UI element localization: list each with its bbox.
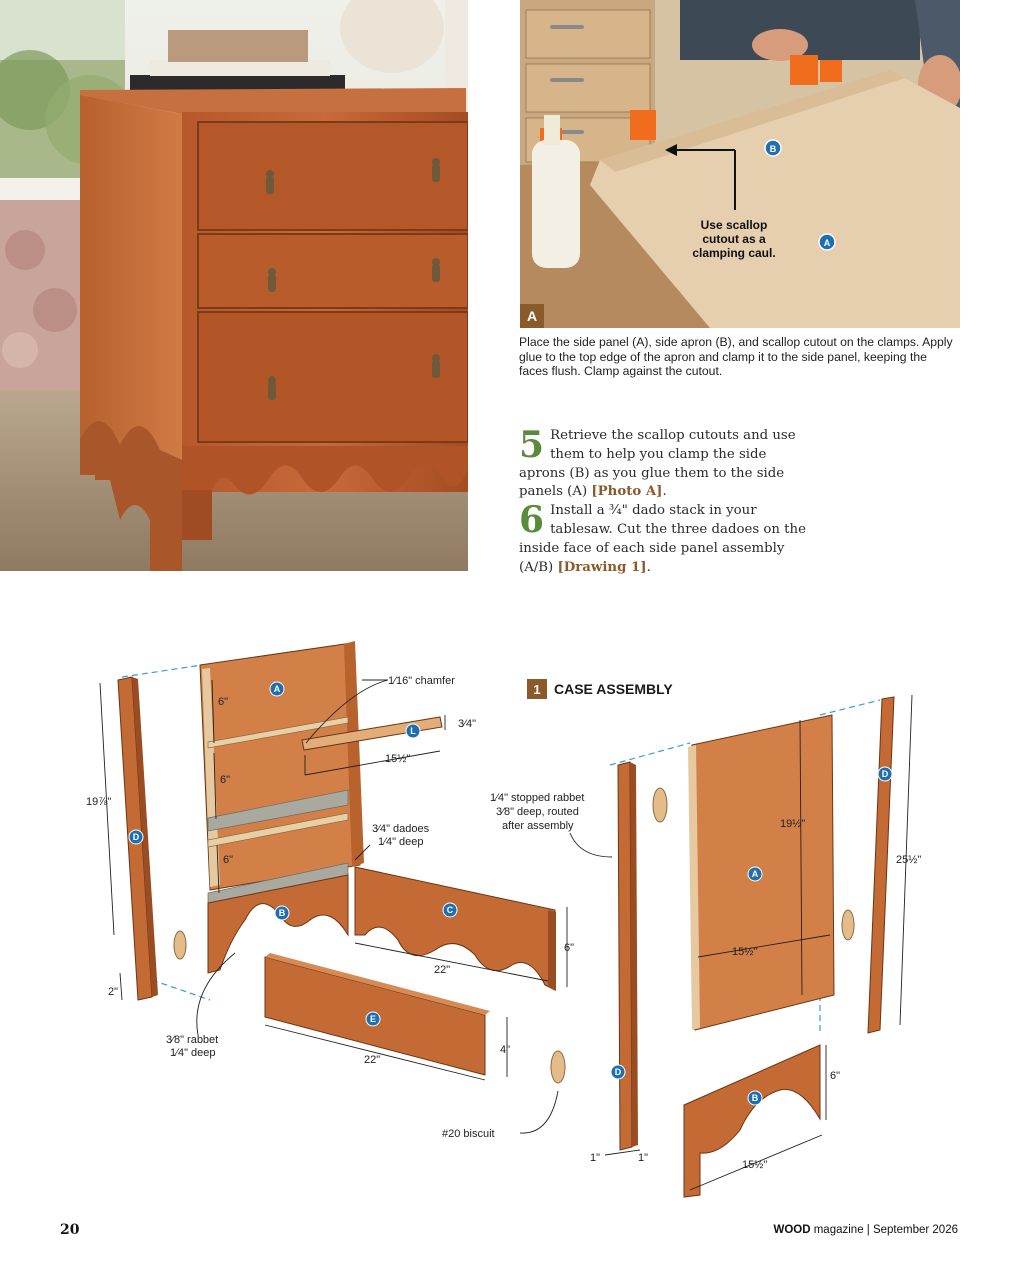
biscuit-label: #20 biscuit bbox=[442, 1128, 495, 1140]
part-label-b: B bbox=[769, 144, 777, 154]
rail-length: 22" bbox=[364, 1054, 381, 1066]
magazine-name: WOOD bbox=[773, 1224, 811, 1236]
stopped-rabbet-3: after assembly bbox=[502, 820, 574, 832]
dadoes-label-1: 3⁄4" dadoes bbox=[372, 823, 430, 835]
step-5 bbox=[519, 424, 809, 502]
rabbet-label-2: 1⁄4" deep bbox=[170, 1047, 216, 1059]
drawing-ref: [Drawing 1] bbox=[557, 559, 647, 575]
chamfer-label: 1⁄16" chamfer bbox=[388, 675, 455, 687]
part-label: B bbox=[278, 908, 286, 918]
step-number: 5 bbox=[519, 424, 545, 466]
part-label: E bbox=[369, 1014, 377, 1024]
step-text: Install a ³⁄₄" dado stack in your tablesaw. Cut the three dadoes on the inside face of each side panel assembly (A/B) bbox=[519, 503, 806, 575]
part-label: L bbox=[410, 726, 416, 736]
step-6 bbox=[519, 499, 809, 577]
part-label: C bbox=[446, 905, 454, 915]
side-apron-width-label: 15½" bbox=[742, 1159, 768, 1171]
callout-line-2: cutout as a bbox=[702, 232, 766, 246]
clamping-illustration bbox=[520, 0, 960, 328]
dado-spacing-2: 6" bbox=[220, 774, 231, 786]
dadoes-label-2: 1⁄4" deep bbox=[378, 836, 424, 848]
photo-badge-label: A bbox=[526, 308, 538, 324]
callout-line-3: clamping caul. bbox=[692, 246, 776, 260]
page-number: 20 bbox=[60, 1222, 80, 1238]
photo-a bbox=[520, 0, 960, 328]
cleat-length: 15½" bbox=[385, 753, 411, 765]
side-apron-height-label: 6" bbox=[830, 1070, 841, 1082]
photo-ref: [Photo A] bbox=[591, 484, 663, 500]
dresser-photo bbox=[0, 0, 468, 571]
back-apron-length: 22" bbox=[434, 964, 451, 976]
dresser-illustration bbox=[0, 0, 468, 571]
callout-line-1: Use scallop bbox=[700, 218, 768, 232]
stopped-rabbet-2: 3⁄8" deep, routed bbox=[496, 806, 579, 818]
dado-spacing-1: 6" bbox=[218, 696, 229, 708]
cleat-thickness: 3⁄4" bbox=[458, 718, 476, 730]
panel-height-label: 19½" bbox=[780, 818, 806, 830]
part-label: B bbox=[751, 1093, 759, 1103]
part-label: A bbox=[273, 684, 281, 694]
step-end: . bbox=[662, 484, 667, 500]
exploded-view bbox=[80, 635, 960, 1215]
part-label: D bbox=[614, 1067, 622, 1077]
back-apron-height: 6" bbox=[564, 942, 575, 954]
case-assembly-drawing bbox=[80, 635, 960, 1215]
right-leg-height-label: 25½" bbox=[896, 854, 922, 866]
stopped-rabbet-1: 1⁄4" stopped rabbet bbox=[490, 792, 585, 804]
steps bbox=[519, 424, 809, 577]
part-label: D bbox=[881, 769, 889, 779]
rail-height: 4" bbox=[500, 1044, 511, 1056]
panel-width-label: 15½" bbox=[732, 946, 758, 958]
drawing-title: CASE ASSEMBLY bbox=[554, 681, 673, 697]
leg-height-label: 19⅞" bbox=[86, 796, 112, 808]
photo-caption: Place the side panel (A), side apron (B), and scallop cutout on the clamps. Apply glue to the top edge of the apron and clamp it to the side panel, keeping the faces flush. Clamp against the cutout. bbox=[519, 335, 953, 379]
step-number: 6 bbox=[519, 499, 545, 542]
part-label: D bbox=[132, 832, 140, 842]
drawing-number: 1 bbox=[533, 682, 541, 697]
footer-magazine bbox=[773, 1224, 958, 1236]
rabbet-label-1: 3⁄8" rabbet bbox=[166, 1034, 219, 1046]
leg-bottom-label: 2" bbox=[108, 986, 119, 998]
part-label: A bbox=[751, 869, 759, 879]
step-text: Retrieve the scallop cutouts and use them to help you clamp the side aprons (B) as you glue them to the side panels (A) bbox=[519, 428, 796, 500]
leg-width-label-2: 1" bbox=[638, 1152, 649, 1164]
dado-spacing-3: 6" bbox=[223, 854, 234, 866]
part-label-a: A bbox=[823, 238, 831, 248]
step-end: . bbox=[646, 559, 651, 575]
leg-width-label-1: 1" bbox=[590, 1152, 601, 1164]
issue-info: magazine | September 2026 bbox=[810, 1224, 958, 1236]
